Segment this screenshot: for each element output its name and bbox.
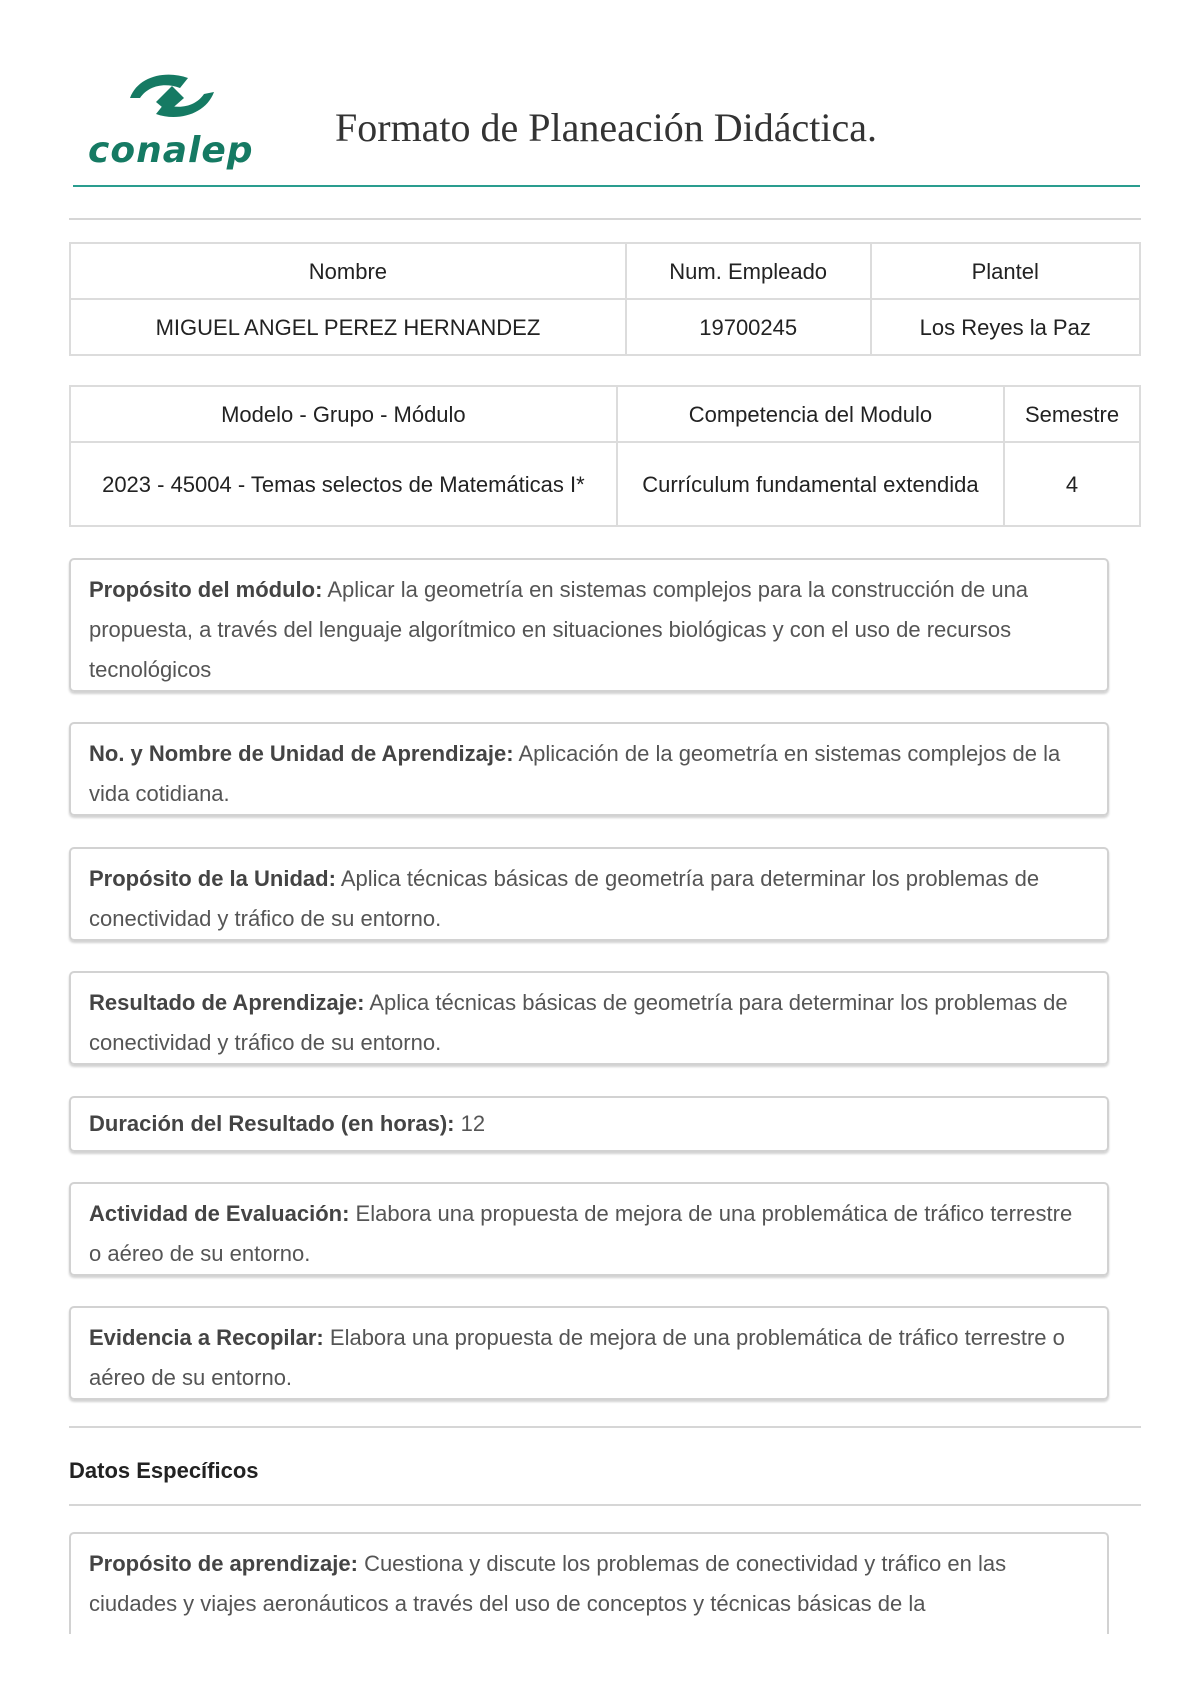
employee-table [69, 242, 1141, 356]
conalep-emblem-icon [126, 68, 218, 126]
section-title: Datos Específicos [69, 1458, 259, 1483]
field-unidad-aprendizaje [69, 722, 1109, 816]
module-table [69, 385, 1141, 527]
divider [69, 1426, 1141, 1428]
field-value: Aplica técnicas básicas de geometría para determinar los problemas de conectividad y tráfico de su entorno. [89, 866, 1040, 931]
field-proposito-aprendizaje [69, 1532, 1109, 1634]
header-semestre: Semestre [1004, 386, 1140, 442]
header-nombre: Nombre [70, 243, 626, 299]
field-evidencia [69, 1306, 1109, 1400]
value-num-empleado: 19700245 [626, 299, 871, 355]
divider [69, 1504, 1141, 1506]
value-nombre: MIGUEL ANGEL PEREZ HERNANDEZ [70, 299, 626, 355]
header-competencia: Competencia del Modulo [617, 386, 1004, 442]
field-label: No. y Nombre de Unidad de Aprendizaje: [89, 741, 514, 766]
header-modelo-grupo-modulo: Modelo - Grupo - Módulo [70, 386, 617, 442]
value-competencia: Currículum fundamental extendida [617, 442, 1004, 526]
field-duracion [69, 1096, 1109, 1152]
field-proposito-unidad [69, 847, 1109, 941]
document-title: Formato de Planeación Didáctica. [335, 105, 878, 150]
field-value: Elabora una propuesta de mejora de una problemática de tráfico terrestre o aéreo de su entorno. [89, 1201, 1073, 1266]
header-num-empleado: Num. Empleado [626, 243, 871, 299]
field-actividad-evaluacion [69, 1182, 1109, 1276]
field-label: Propósito del módulo: [89, 577, 323, 602]
field-value: 12 [460, 1111, 486, 1136]
divider [69, 218, 1141, 220]
value-modelo-grupo-modulo: 2023 - 45004 - Temas selectos de Matemáticas I* [70, 442, 617, 526]
table-header-row [70, 386, 1140, 442]
table-row [70, 442, 1140, 526]
field-label: Duración del Resultado (en horas): [89, 1111, 455, 1136]
conalep-logo-text: conalep [88, 130, 254, 171]
field-resultado-aprendizaje [69, 971, 1109, 1065]
field-value: Aplicación de la geometría en sistemas complejos de la vida cotidiana. [89, 741, 1061, 806]
field-value: Aplicar la geometría en sistemas complejos para la construcción de una propuesta, a través del lenguaje algorítmico en situaciones biológicas y con el uso de recursos tecnológicos [89, 577, 1029, 682]
field-label: Propósito de la Unidad: [89, 866, 336, 891]
document-header [70, 60, 1140, 190]
header-rule [73, 185, 1140, 187]
field-value: Aplica técnicas básicas de geometría para determinar los problemas de conectividad y tráfico de su entorno. [89, 990, 1068, 1055]
conalep-logo [88, 68, 258, 180]
header-plantel: Plantel [871, 243, 1141, 299]
value-plantel: Los Reyes la Paz [871, 299, 1141, 355]
value-semestre: 4 [1004, 442, 1140, 526]
table-header-row [70, 243, 1140, 299]
field-value: Cuestiona y discute los problemas de conectividad y tráfico en las ciudades y viajes aeronáuticos a través del uso de conceptos y técnicas básicas de la [89, 1551, 1007, 1616]
field-proposito-modulo [69, 558, 1109, 692]
field-label: Actividad de Evaluación: [89, 1201, 350, 1226]
field-label: Propósito de aprendizaje: [89, 1551, 358, 1576]
field-label: Resultado de Aprendizaje: [89, 990, 365, 1015]
field-value: Elabora una propuesta de mejora de una problemática de tráfico terrestre o aéreo de su entorno. [89, 1325, 1065, 1390]
table-row [70, 299, 1140, 355]
field-label: Evidencia a Recopilar: [89, 1325, 324, 1350]
